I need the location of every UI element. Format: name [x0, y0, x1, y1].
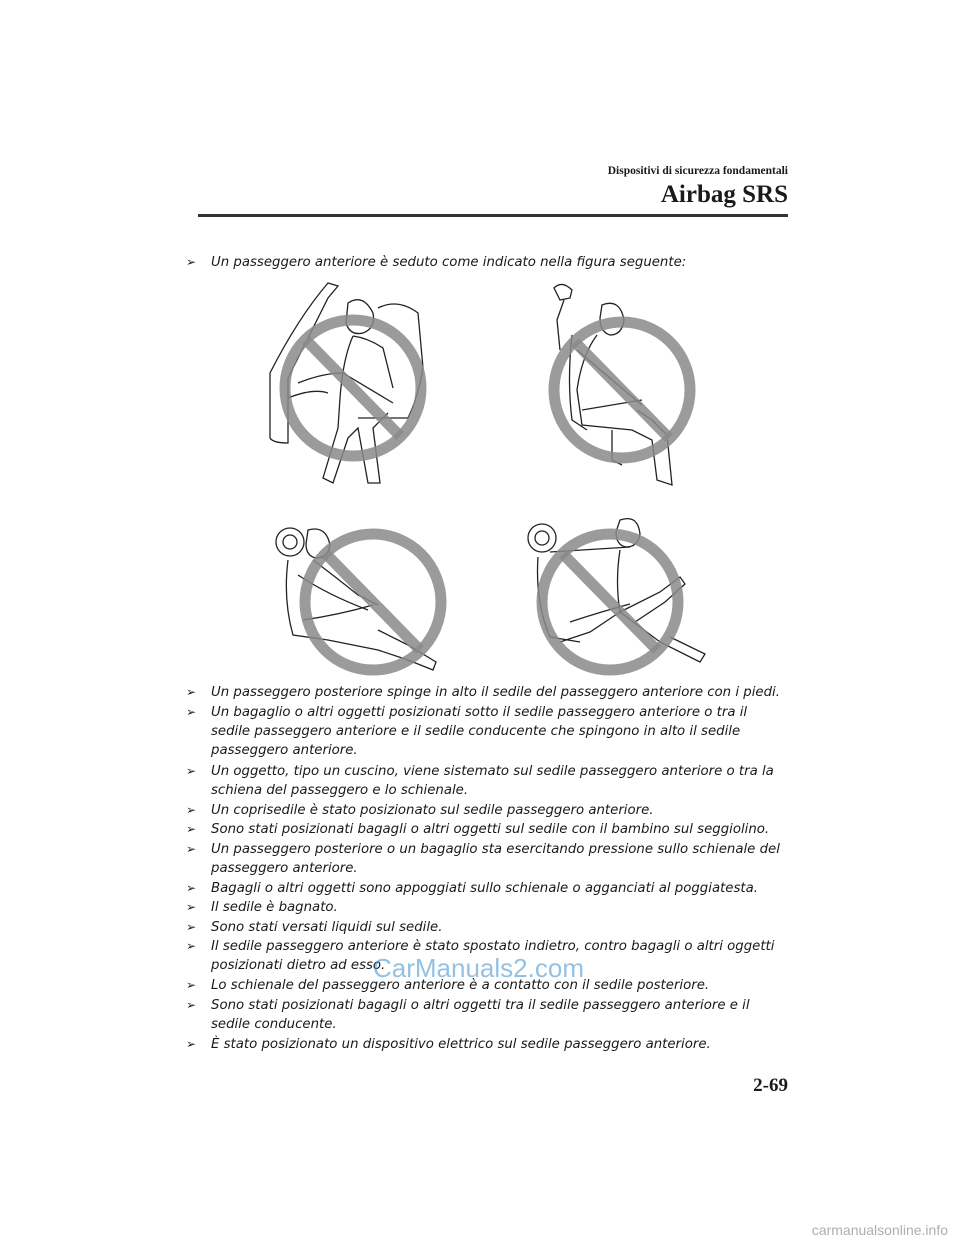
arrow-bullet-icon: ➢ [186, 842, 197, 856]
list-item [186, 918, 790, 937]
list-item [186, 1035, 790, 1054]
list-item [186, 683, 790, 702]
list-item-text: Un passeggero posteriore spinge in alto il sedile del passeggero anteriore con i piedi. [211, 685, 780, 700]
list-item-text: Un bagaglio o altri oggetti posizionati sotto il sedile passeggero anteriore o tra il sedile passeggero anteriore e il sedile conducente che spingono in alto il sedile passeggero anteriore. [211, 705, 748, 758]
arrow-bullet-icon: ➢ [186, 978, 197, 992]
list-item [186, 996, 790, 1034]
arrow-bullet-icon: ➢ [186, 764, 197, 778]
figure-feet-up [520, 512, 720, 682]
list-item-text: Sono stati versati liquidi sul sedile. [211, 920, 443, 935]
intro-bullet-text: Un passeggero anteriore è seduto come indicato nella figura seguente: [211, 255, 687, 270]
list-item [186, 840, 790, 878]
arrow-bullet-icon: ➢ [186, 900, 197, 914]
list-item-text: Il sedile passeggero anteriore è stato spostato indietro, contro bagagli o altri oggetti posizionati dietro ad esso. [211, 939, 775, 973]
arrow-bullet-icon: ➢ [186, 881, 197, 895]
page-header-title: Airbag SRS [660, 181, 788, 208]
arrow-bullet-icon: ➢ [186, 920, 197, 934]
arrow-bullet-icon: ➢ [186, 998, 197, 1012]
figure-leaning-door [268, 278, 438, 488]
arrow-bullet-icon: ➢ [186, 255, 197, 269]
list-item-text: Un passeggero posteriore o un bagaglio sta esercitando pressione sullo schienale del passeggero anteriore. [211, 842, 780, 876]
page-number: 2-69 [753, 1075, 788, 1096]
list-item [186, 801, 790, 820]
list-item-text: È stato posizionato un dispositivo elettrico sul sedile passeggero anteriore. [211, 1037, 711, 1052]
header-rule [198, 214, 788, 217]
footer-watermark: carmanualsonline.info [811, 1222, 948, 1238]
list-item [186, 820, 790, 839]
list-item-text: Lo schienale del passeggero anteriore è a contatto con il sedile posteriore. [211, 978, 710, 993]
list-item [186, 898, 790, 917]
intro-bullet [186, 253, 790, 272]
list-item-text: Il sedile è bagnato. [211, 900, 338, 915]
arrow-bullet-icon: ➢ [186, 939, 197, 953]
watermark: CarManuals2.com [373, 953, 584, 983]
prohibited-positions-figure [260, 276, 720, 676]
list-item [186, 703, 790, 760]
arrow-bullet-icon: ➢ [186, 1037, 197, 1051]
figure-leaning-forward [268, 520, 453, 680]
arrow-bullet-icon: ➢ [186, 685, 197, 699]
list-item [186, 879, 790, 898]
list-item-text: Sono stati posizionati bagagli o altri oggetti sul sedile con il bambino sul seggiolino. [211, 822, 770, 837]
list-item-text: Un coprisedile è stato posizionato sul sedile passeggero anteriore. [211, 803, 654, 818]
list-item-text: Sono stati posizionati bagagli o altri oggetti tra il sedile passeggero anteriore e il sedile conducente. [211, 998, 750, 1032]
list-item-text: Bagagli o altri oggetti sono appoggiati sullo schienale o agganciati al poggiatesta. [211, 881, 758, 896]
list-item-text: Un oggetto, tipo un cuscino, viene sistemato sul sedile passeggero anteriore o tra la schiena del passeggero e lo schienale. [211, 764, 774, 798]
arrow-bullet-icon: ➢ [186, 803, 197, 817]
arrow-bullet-icon: ➢ [186, 822, 197, 836]
page-header-section: Dispositivi di sicurezza fondamentali [607, 165, 788, 177]
list-item [186, 762, 790, 800]
arrow-bullet-icon: ➢ [186, 705, 197, 719]
figure-reaching-up [542, 280, 712, 495]
